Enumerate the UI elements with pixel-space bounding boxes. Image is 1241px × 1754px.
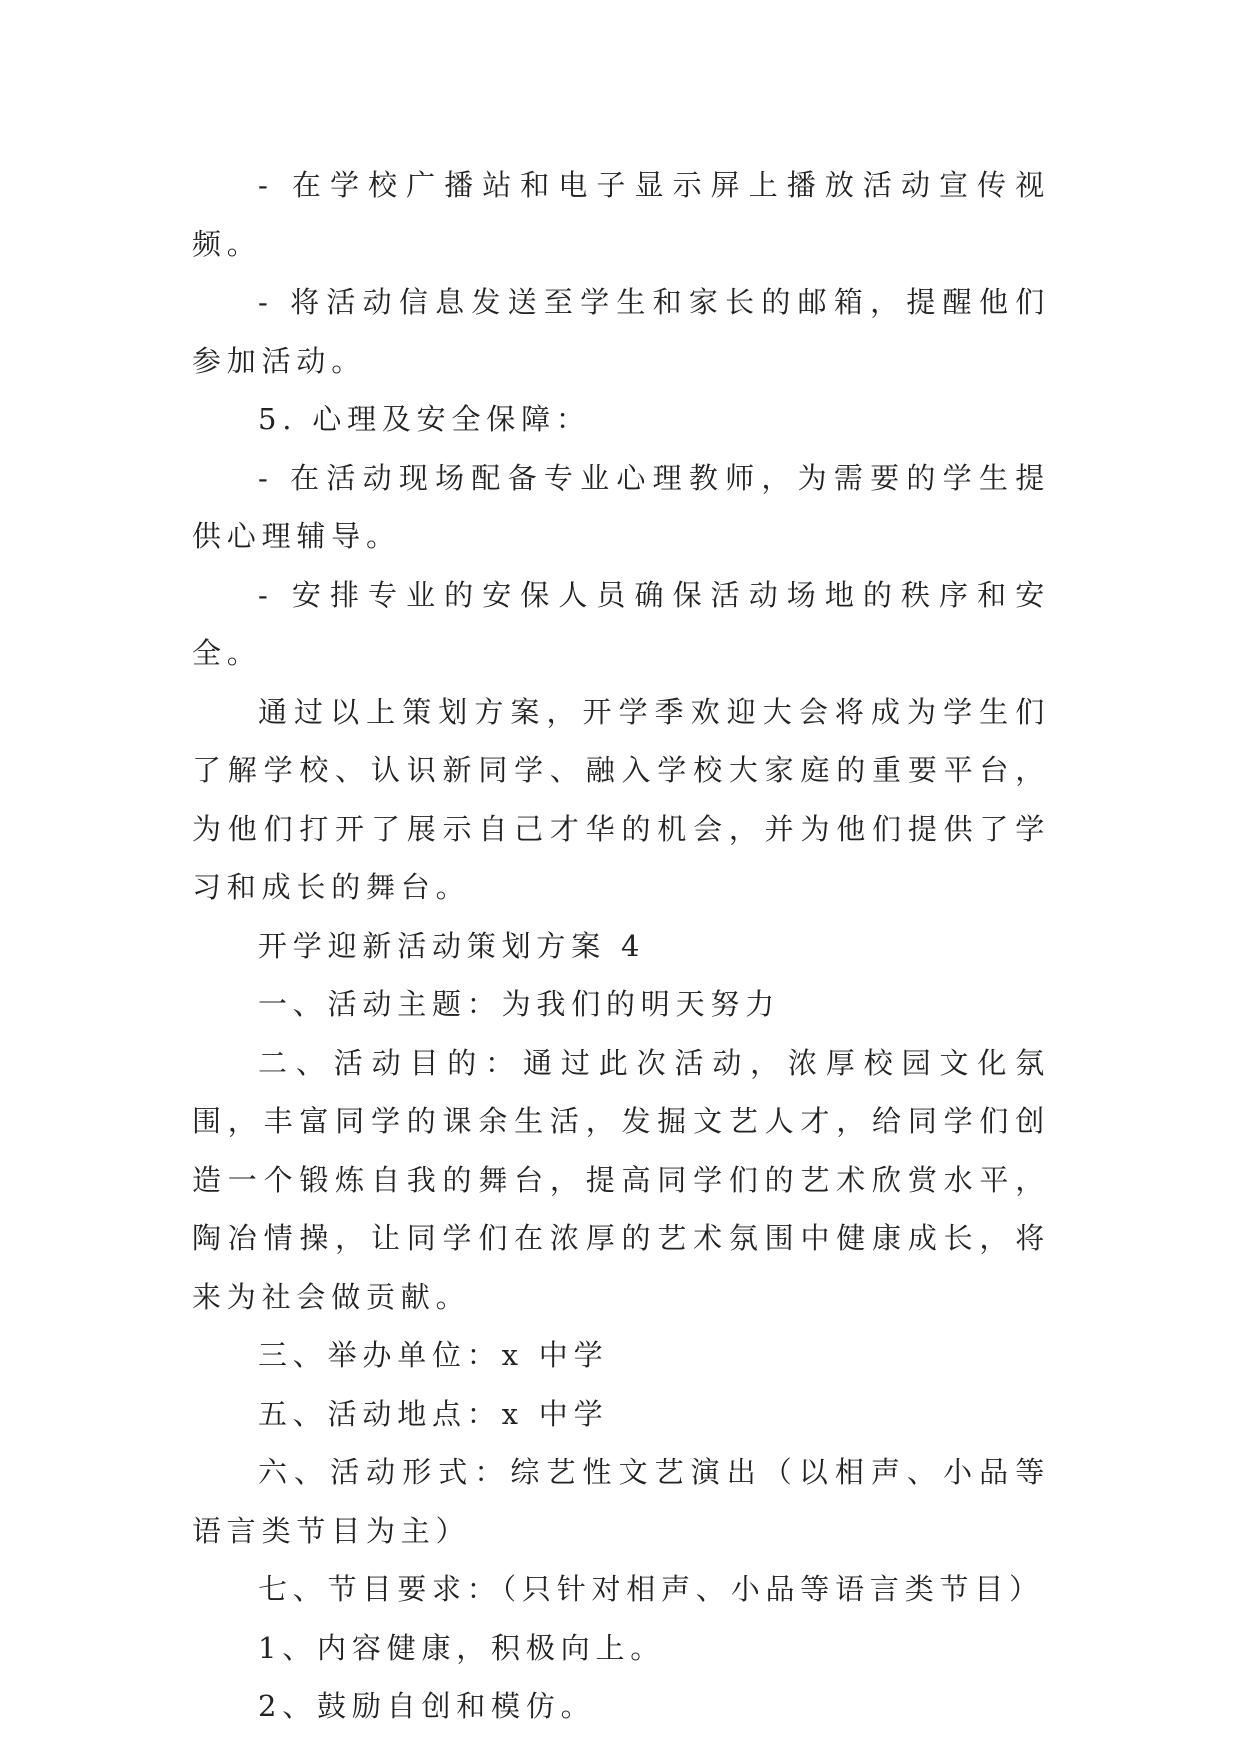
paragraph-format: 六、活动形式：综艺性文艺演出（以相声、小品等语言类节目为主） (192, 1455, 1050, 1548)
paragraph-organizer: 三、举办单位：x 中学 (258, 1338, 609, 1372)
paragraph-summary: 通过以上策划方案，开学季欢迎大会将成为学生们了解学校、认识新同学、融入学校大家庭的重要平台，为他们打开了展示自己才华的机会，并为他们提供了学习和成长的舞台。 (192, 694, 1050, 904)
paragraph-email-notice: - 将活动信息发送至学生和家长的邮箱，提醒他们参加活动。 (192, 285, 1050, 378)
paragraph-psych-teacher: - 在活动现场配备专业心理教师，为需要的学生提供心理辅导。 (192, 460, 1050, 553)
section-title-plan-4: 开学迎新活动策划方案 4 (258, 928, 646, 963)
paragraph-requirement-1: 1、内容健康，积极向上。 (258, 1630, 666, 1665)
paragraph-section-5-heading: 5. 心理及安全保障： (258, 402, 591, 436)
paragraph-promo-video: - 在学校广播站和电子显示屏上播放活动宣传视频。 (192, 168, 1050, 261)
paragraph-requirements: 七、节目要求：（只针对相声、小品等语言类节目） (258, 1572, 1044, 1606)
paragraph-security-staff: - 安排专业的安保人员确保活动场地的秩序和安全。 (192, 577, 1050, 670)
paragraph-purpose: 二、活动目的：通过此次活动，浓厚校园文化氛围，丰富同学的课余生活，发掘文艺人才，给同学们创造一个锻炼自我的舞台，提高同学们的艺术欣赏水平，陶冶情操，让同学们在浓厚的艺术氛围中健康成长，将来为社会做贡献。 (192, 1045, 1050, 1314)
paragraph-location: 五、活动地点：x 中学 (258, 1396, 609, 1431)
paragraph-requirement-2: 2、鼓励自创和模仿。 (258, 1689, 596, 1723)
paragraph-theme: 一、活动主题：为我们的明天努力 (258, 987, 781, 1021)
document-body (192, 156, 1050, 1736)
